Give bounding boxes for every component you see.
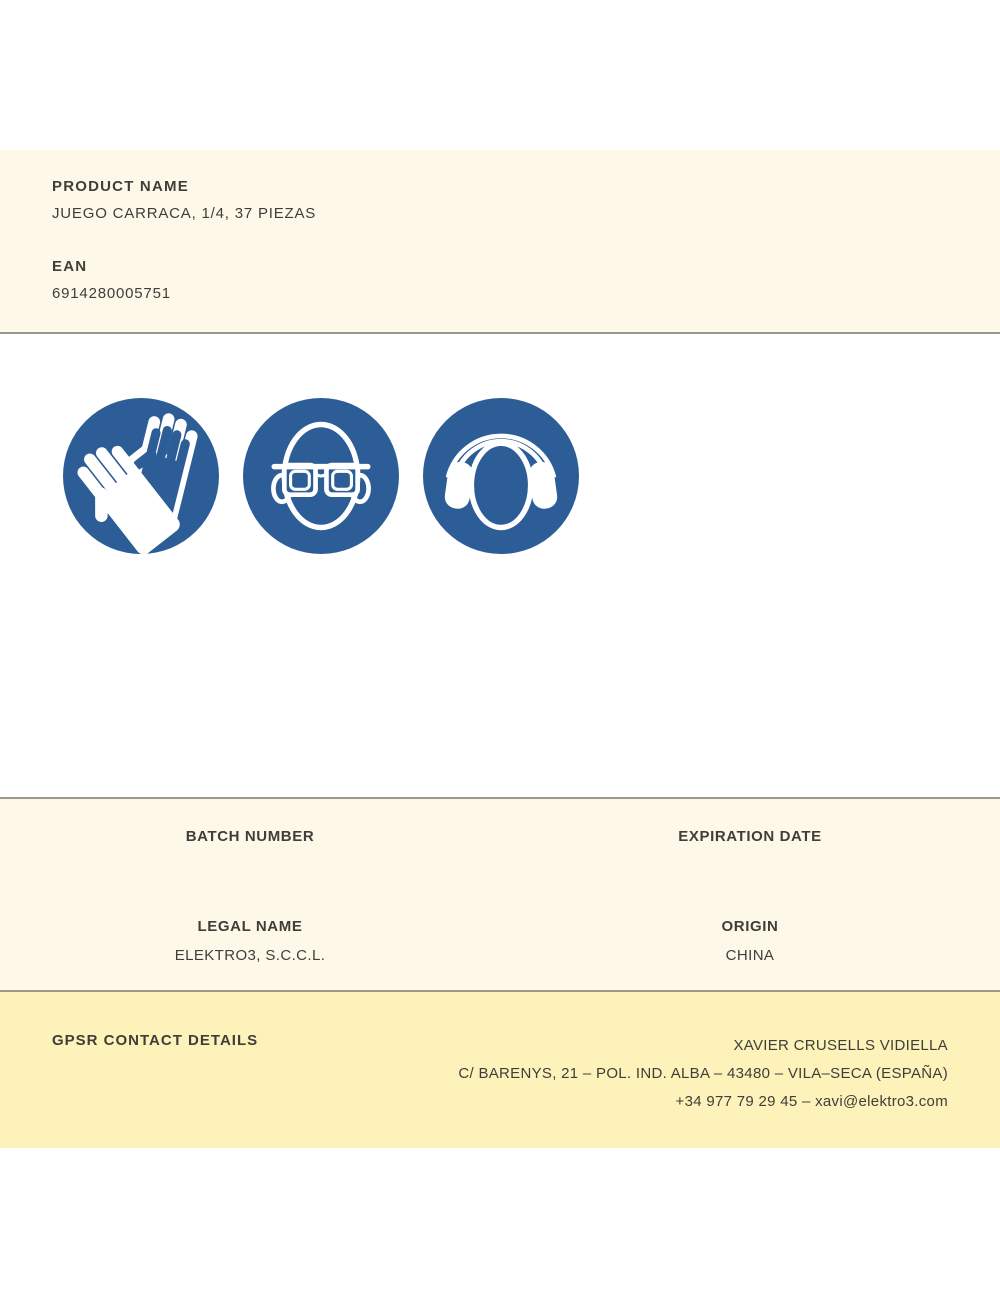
batch-number-cell (0, 828, 500, 846)
info-panel (0, 797, 1000, 992)
legal-name-value: ELEKTRO3, S.C.C.L. (174, 947, 326, 964)
info-row-1 (0, 828, 1000, 846)
product-panel (0, 150, 1000, 334)
info-row-2 (0, 846, 1000, 964)
origin-value: CHINA (725, 947, 775, 964)
product-name-label: PRODUCT NAME (52, 178, 189, 195)
origin-cell (500, 918, 1000, 964)
ean-label: EAN (52, 258, 88, 275)
gpsr-contact-panel (0, 992, 1000, 1148)
product-name-value: JUEGO CARRACA, 1/4, 37 PIEZAS (52, 205, 317, 222)
safety-icons-row (63, 398, 579, 554)
ean-group (52, 258, 948, 302)
expiration-date-label: EXPIRATION DATE (678, 828, 822, 845)
ear-protection-icon (423, 398, 579, 554)
gpsr-contact-label: GPSR CONTACT DETAILS (52, 1032, 259, 1049)
ean-value: 6914280005751 (52, 285, 171, 302)
product-name-group (52, 178, 948, 222)
expiration-date-cell (500, 828, 1000, 846)
eye-protection-icon (243, 398, 399, 554)
contact-person: XAVIER CRUSELLS VIDIELLA (733, 1037, 948, 1054)
origin-label: ORIGIN (721, 918, 779, 935)
legal-name-label: LEGAL NAME (197, 918, 303, 935)
contact-phone-email: +34 977 79 29 45 – xavi@elektro3.com (675, 1093, 948, 1110)
batch-number-label: BATCH NUMBER (185, 828, 315, 845)
protective-gloves-icon (63, 398, 219, 554)
legal-name-cell (0, 918, 500, 964)
contact-address: C/ BARENYS, 21 – POL. IND. ALBA – 43480 – VILA–SECA (ESPAÑA) (458, 1065, 948, 1082)
gpsr-contact-block (458, 1032, 948, 1116)
